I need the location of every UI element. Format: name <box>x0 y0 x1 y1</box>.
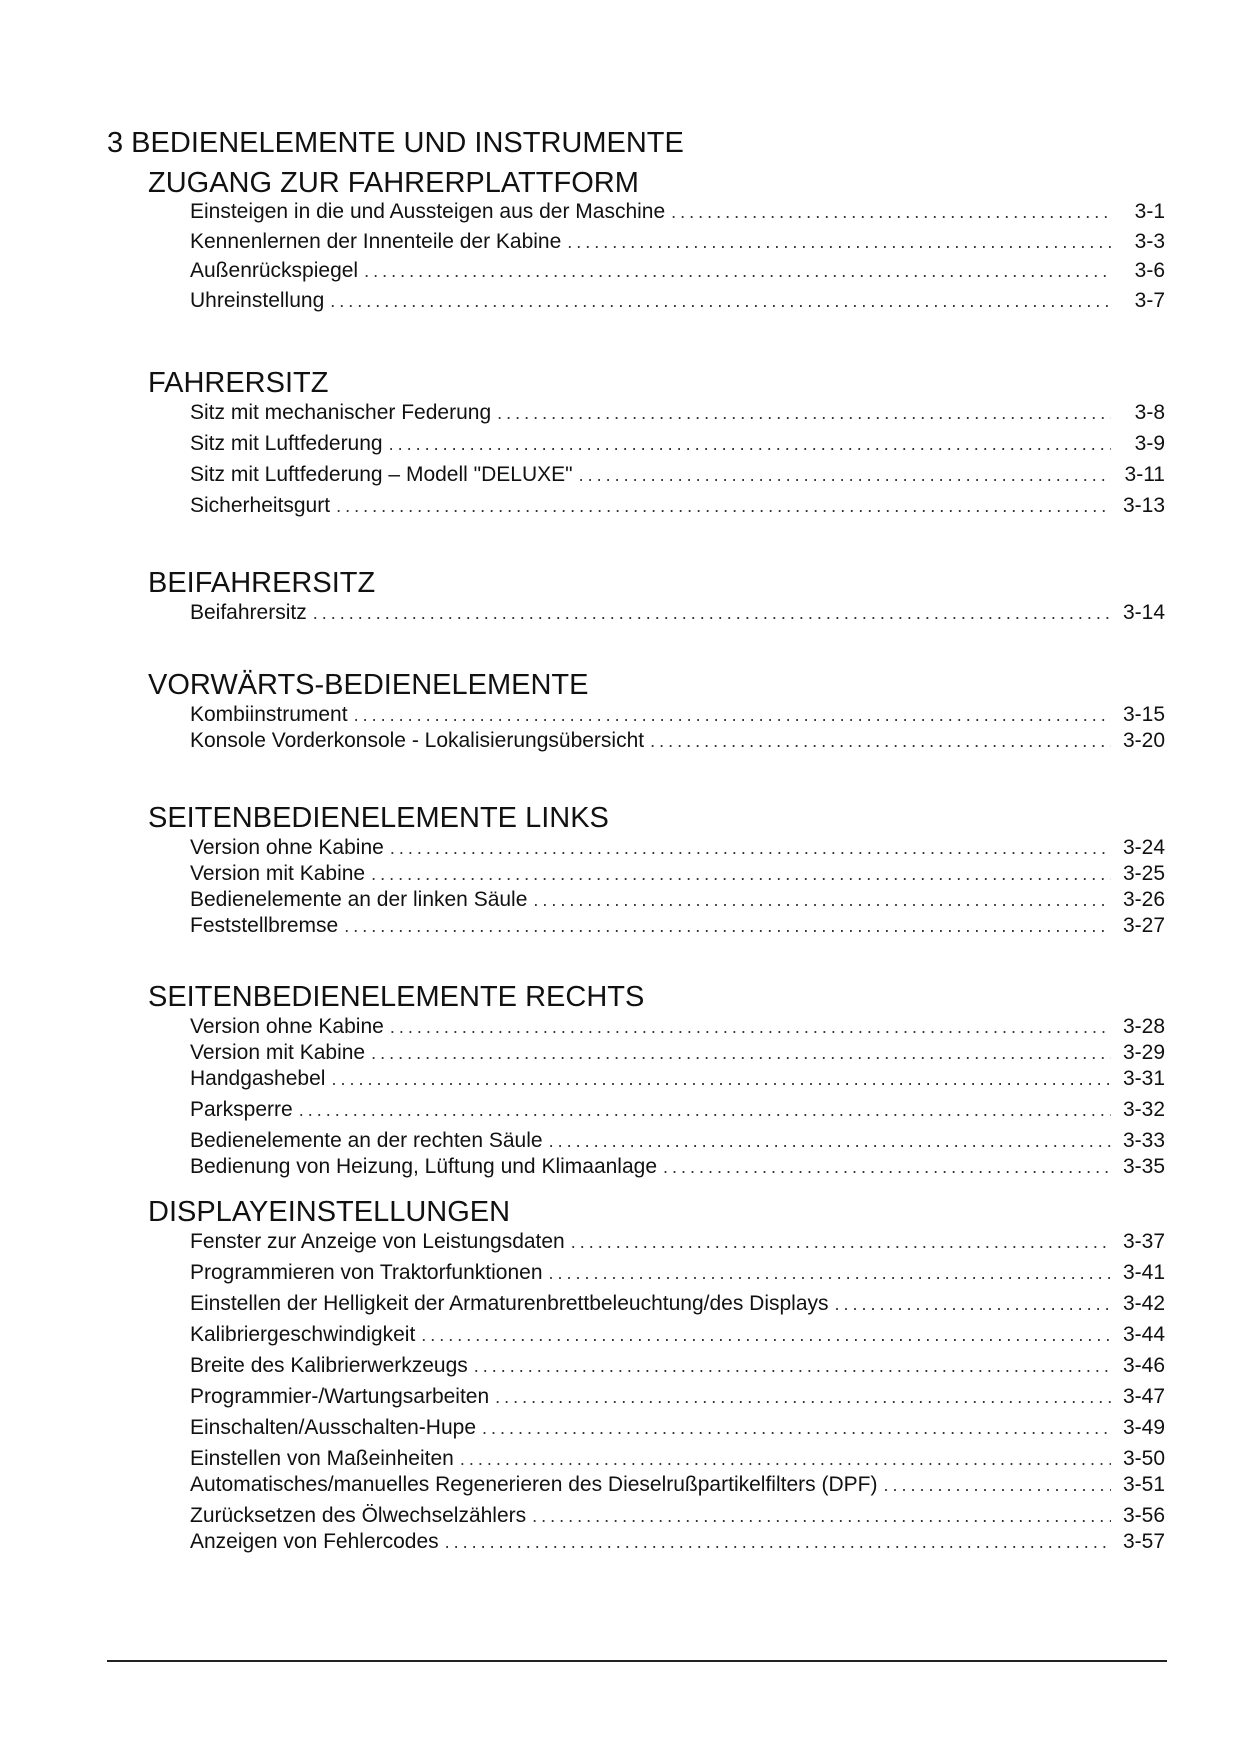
toc-entry[interactable] <box>190 1384 1165 1410</box>
toc-entry[interactable] <box>190 1446 1165 1472</box>
toc-entry-page: 3-46 <box>1122 1354 1165 1377</box>
toc-entry[interactable] <box>190 462 1165 488</box>
toc-entry-label: Parksperre <box>190 1098 293 1121</box>
dot-leader <box>495 1384 1111 1410</box>
toc-entry-label: Außenrückspiegel <box>190 259 359 282</box>
dot-leader <box>883 1472 1111 1498</box>
toc-entry-page: 3-31 <box>1122 1067 1165 1090</box>
toc-entry-label: Bedienung von Heizung, Lüftung und Klimaanlage <box>190 1155 658 1178</box>
toc-entry-label: Zurücksetzen des Ölwechselzählers <box>190 1504 527 1527</box>
toc-entry-label: Einstellen der Helligkeit der Armaturenbrettbeleuchtung/des Displays <box>190 1292 829 1315</box>
toc-entry-label: Einschalten/Ausschalten-Hupe <box>190 1416 477 1439</box>
toc-entry[interactable] <box>190 728 1165 754</box>
section-title-display: DISPLAYEINSTELLUNGEN <box>148 1196 511 1228</box>
toc-entry-page: 3-7 <box>1134 289 1165 312</box>
toc-entry-page: 3-9 <box>1134 432 1165 455</box>
toc-entry[interactable] <box>190 258 1165 284</box>
toc-entry-label: Version mit Kabine <box>190 1041 366 1064</box>
toc-entry-page: 3-56 <box>1122 1504 1165 1527</box>
toc-entry-page: 3-15 <box>1122 703 1165 726</box>
toc-entry-page: 3-50 <box>1122 1447 1165 1470</box>
toc-entry-label: Feststellbremse <box>190 914 339 937</box>
toc-entry-page: 3-25 <box>1122 862 1165 885</box>
dot-leader <box>835 1291 1111 1317</box>
dot-leader <box>336 493 1111 519</box>
section-title-rechts: SEITENBEDIENELEMENTE RECHTS <box>148 981 645 1013</box>
section-title-links: SEITENBEDIENELEMENTE LINKS <box>148 802 609 834</box>
toc-entry-label: Sitz mit Luftfederung – Modell "DELUXE" <box>190 463 573 486</box>
toc-entry[interactable] <box>190 861 1165 887</box>
toc-entry[interactable] <box>190 1154 1165 1180</box>
dot-leader <box>579 462 1111 488</box>
toc-entry-label: Kombiinstrument <box>190 703 348 726</box>
toc-entry[interactable] <box>190 1503 1165 1529</box>
section-title-zugang: ZUGANG ZUR FAHRERPLATTFORM <box>148 167 639 199</box>
toc-entry-label: Programmieren von Traktorfunktionen <box>190 1261 543 1284</box>
toc-entry-page: 3-51 <box>1122 1473 1165 1496</box>
toc-entry-label: Einstellen von Maßeinheiten <box>190 1447 454 1470</box>
dot-leader <box>474 1353 1111 1379</box>
footer-rule <box>107 1660 1167 1662</box>
toc-entry[interactable] <box>190 1472 1165 1498</box>
toc-entry-label: Bedienelemente an der linken Säule <box>190 888 528 911</box>
toc-entry-label: Kennenlernen der Innenteile der Kabine <box>190 230 562 253</box>
toc-entry[interactable] <box>190 1229 1165 1255</box>
dot-leader <box>313 600 1111 626</box>
toc-entry[interactable] <box>190 1260 1165 1286</box>
toc-entry-page: 3-28 <box>1122 1015 1165 1038</box>
toc-entry-page: 3-27 <box>1122 914 1165 937</box>
toc-entry[interactable] <box>190 199 1165 225</box>
toc-entry[interactable] <box>190 1353 1165 1379</box>
toc-entry-page: 3-57 <box>1122 1530 1165 1553</box>
toc-entry[interactable] <box>190 1322 1165 1348</box>
toc-entry-label: Fenster zur Anzeige von Leistungsdaten <box>190 1230 565 1253</box>
toc-entry[interactable] <box>190 1014 1165 1040</box>
dot-leader <box>571 1229 1111 1255</box>
toc-entry-page: 3-13 <box>1122 494 1165 517</box>
toc-entry[interactable] <box>190 600 1165 626</box>
toc-entry-label: Handgashebel <box>190 1067 326 1090</box>
toc-entry-page: 3-41 <box>1122 1261 1165 1284</box>
dot-leader <box>344 913 1111 939</box>
dot-leader <box>445 1529 1111 1555</box>
toc-entry-label: Sicherheitsgurt <box>190 494 331 517</box>
toc-entry-label: Beifahrersitz <box>190 601 307 624</box>
toc-entry-page: 3-11 <box>1124 463 1165 486</box>
toc-entry[interactable] <box>190 835 1165 861</box>
toc-entry-label: Sitz mit mechanischer Federung <box>190 401 492 424</box>
toc-entry-label: Einsteigen in die und Aussteigen aus der Maschine <box>190 200 666 223</box>
toc-entry-label: Version ohne Kabine <box>190 836 384 859</box>
toc-entry-label: Anzeigen von Fehlercodes <box>190 1530 439 1553</box>
toc-entry[interactable] <box>190 1066 1165 1092</box>
toc-entry[interactable] <box>190 400 1165 426</box>
toc-entry-label: Breite des Kalibrierwerkzeugs <box>190 1354 468 1377</box>
toc-entry[interactable] <box>190 1529 1165 1555</box>
toc-entry-label: Konsole Vorderkonsole - Lokalisierungsübersicht <box>190 729 645 752</box>
dot-leader <box>331 1066 1111 1092</box>
dot-leader <box>482 1415 1111 1441</box>
dot-leader <box>390 1014 1111 1040</box>
toc-entry-page: 3-1 <box>1134 200 1165 223</box>
toc-entry[interactable] <box>190 229 1165 255</box>
dot-leader <box>533 887 1111 913</box>
dot-leader <box>299 1097 1111 1123</box>
dot-leader <box>549 1128 1111 1154</box>
toc-entry-page: 3-33 <box>1122 1129 1165 1152</box>
toc-entry[interactable] <box>190 1128 1165 1154</box>
toc-entry[interactable] <box>190 1040 1165 1066</box>
toc-entry-page: 3-29 <box>1122 1041 1165 1064</box>
dot-leader <box>671 199 1111 225</box>
toc-entry-page: 3-20 <box>1122 729 1165 752</box>
toc-entry[interactable] <box>190 913 1165 939</box>
toc-entry[interactable] <box>190 702 1165 728</box>
toc-entry[interactable] <box>190 431 1165 457</box>
toc-entry-page: 3-24 <box>1122 836 1165 859</box>
dot-leader <box>364 258 1111 284</box>
toc-entry-page: 3-3 <box>1134 230 1165 253</box>
toc-entry[interactable] <box>190 1097 1165 1123</box>
toc-entry[interactable] <box>190 493 1165 519</box>
toc-entry-label: Version mit Kabine <box>190 862 366 885</box>
toc-entry-page: 3-32 <box>1122 1098 1165 1121</box>
dot-leader <box>532 1503 1111 1529</box>
toc-entry-label: Bedienelemente an der rechten Säule <box>190 1129 543 1152</box>
toc-entry[interactable] <box>190 1291 1165 1317</box>
dot-leader <box>650 728 1111 754</box>
dot-leader <box>663 1154 1111 1180</box>
toc-entry-page: 3-44 <box>1122 1323 1165 1346</box>
toc-entry-label: Version ohne Kabine <box>190 1015 384 1038</box>
toc-entry-label: Uhreinstellung <box>190 289 325 312</box>
toc-entry-page: 3-47 <box>1122 1385 1165 1408</box>
toc-entry-page: 3-26 <box>1122 888 1165 911</box>
toc-entry-label: Programmier-/Wartungsarbeiten <box>190 1385 490 1408</box>
dot-leader <box>460 1446 1111 1472</box>
toc-entry[interactable] <box>190 1415 1165 1441</box>
toc-entry-page: 3-37 <box>1122 1230 1165 1253</box>
toc-entry-page: 3-42 <box>1122 1292 1165 1315</box>
dot-leader <box>549 1260 1112 1286</box>
dot-leader <box>330 288 1111 314</box>
section-title-beifahrersitz: BEIFAHRERSITZ <box>148 567 376 599</box>
toc-entry-page: 3-14 <box>1122 601 1165 624</box>
section-title-vorwaerts: VORWÄRTS-BEDIENELEMENTE <box>148 669 589 701</box>
toc-entry-page: 3-8 <box>1134 401 1165 424</box>
dot-leader <box>421 1322 1111 1348</box>
dot-leader <box>371 1040 1111 1066</box>
toc-entry-label: Automatisches/manuelles Regenerieren des Dieselrußpartikelfilters (DPF) <box>190 1473 878 1496</box>
chapter-title: 3 BEDIENELEMENTE UND INSTRUMENTE <box>107 127 684 159</box>
dot-leader <box>497 400 1111 426</box>
toc-entry-page: 3-6 <box>1134 259 1165 282</box>
toc-entry-page: 3-49 <box>1122 1416 1165 1439</box>
toc-entry[interactable] <box>190 887 1165 913</box>
dot-leader <box>389 431 1111 457</box>
dot-leader <box>567 229 1111 255</box>
toc-entry-label: Kalibriergeschwindigkeit <box>190 1323 416 1346</box>
dot-leader <box>371 861 1111 887</box>
dot-leader <box>354 702 1111 728</box>
dot-leader <box>390 835 1111 861</box>
toc-entry-label: Sitz mit Luftfederung <box>190 432 383 455</box>
toc-entry[interactable] <box>190 288 1165 314</box>
section-title-fahrersitz: FAHRERSITZ <box>148 367 329 399</box>
toc-entry-page: 3-35 <box>1122 1155 1165 1178</box>
